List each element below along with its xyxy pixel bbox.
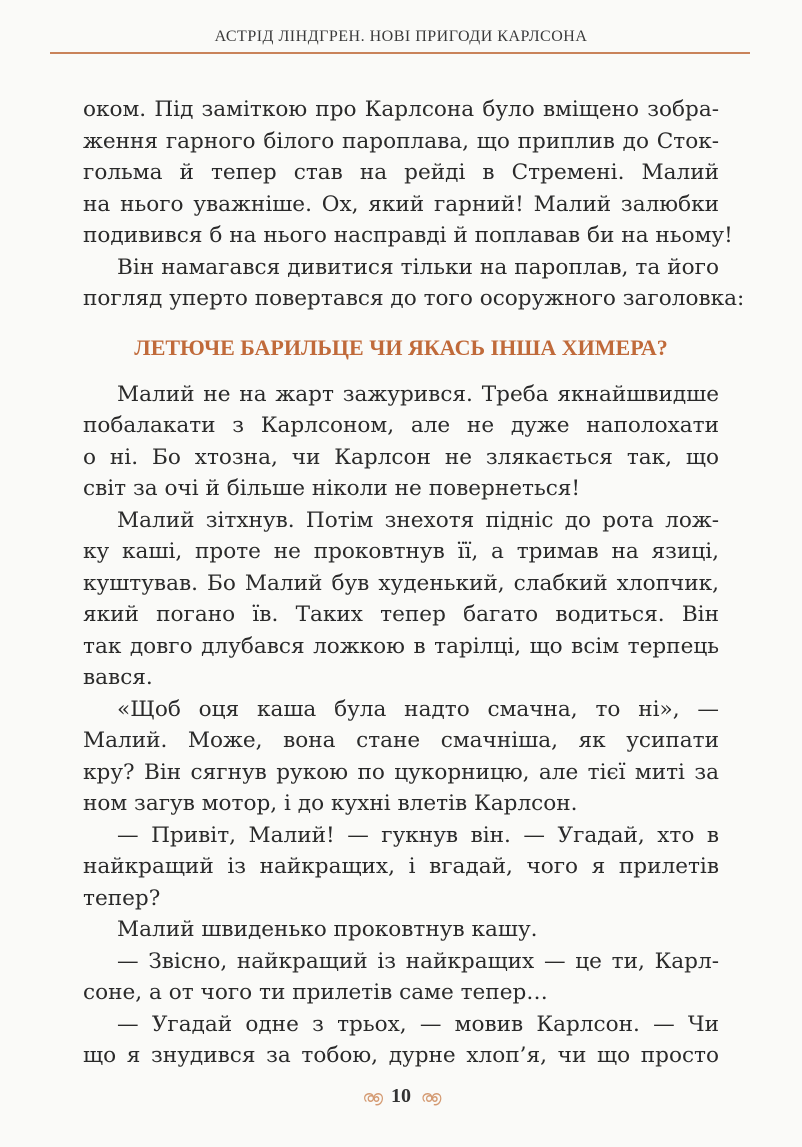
- text-line: так довго длубався ложкою в тарілці, що всім терпець: [83, 633, 719, 659]
- text-line: погляд уперто повертався до того осоружного заголовка:: [83, 286, 745, 311]
- ornament-left-icon: ര൭: [362, 1086, 381, 1106]
- text-line: куштував. Бо Малий був худенький, слабкий хлопчик,: [83, 570, 719, 596]
- folio: [0, 1085, 802, 1108]
- section-heading: ЛЕТЮЧЕ БАРИЛЬЦЕ ЧИ ЯКАСЬ ІНША ХИМЕРА?: [134, 334, 668, 360]
- text-line: тепер?: [83, 885, 161, 911]
- text-line: найкращий із найкращих, і вгадай, чого я прилетів: [83, 854, 719, 879]
- body-text: [83, 94, 745, 1072]
- text-line: Малий зітхнув. Потім знехотя підніс до рота лож-: [117, 507, 719, 533]
- text-line: кру? Він сягнув рукою по цукорницю, але тієї миті за: [83, 759, 719, 785]
- text-line: Він намагався дивитися тільки на пароплав, та його: [117, 254, 719, 280]
- text-line: соне, а от чого ти прилетів саме тепер…: [83, 980, 548, 1005]
- text-line: оком. Під заміткою про Карлсона було вміщено зобра-: [83, 97, 719, 122]
- text-line: гольма й тепер став на рейді в Стремені. Малий: [83, 160, 719, 185]
- text-line: світ за очі й більше ніколи не повернеться!: [83, 476, 581, 501]
- running-head: АСТРІД ЛІНДГРЕН. НОВІ ПРИГОДИ КАРЛСОНА: [214, 28, 588, 45]
- text-line: ження гарного білого пароплава, що приплив до Сток-: [83, 128, 719, 154]
- text-line: подивився б на нього насправді й поплавав би на ньому!: [83, 223, 733, 248]
- text-line: ку каші, проте не проковтнув її, а тримав на язиці,: [83, 539, 719, 564]
- ornament-right-icon: ര൭: [421, 1086, 440, 1106]
- page-number: 10: [391, 1085, 411, 1107]
- text-line: — Привіт, Малий! — гукнув він. — Угадай, хто в: [117, 822, 719, 848]
- text-line: побалакати з Карлсоном, але не дуже наполохати: [83, 413, 719, 438]
- text-line: Малий швиденько проковтнув кашу.: [117, 917, 538, 942]
- text-line: — Угадай одне з трьох, — мовив Карлсон. — Чи: [117, 1011, 719, 1037]
- text-line: ном загув мотор, і до кухні влетів Карлсон.: [83, 791, 578, 816]
- text-line: на нього уважніше. Ох, який гарний! Малий залюбки: [83, 191, 719, 217]
- text-line: «Щоб оця каша була надто смачна, то ні», —: [117, 696, 719, 722]
- text-line: який погано їв. Таких тепер багато водиться. Він: [83, 602, 719, 627]
- header-rule: [50, 52, 750, 54]
- text-line: — Звісно, найкращий із найкращих — це ти, Карл-: [117, 948, 719, 974]
- text-line: що я знудився за тобою, дурне хлоп’я, чи що просто: [83, 1043, 719, 1068]
- text-line: Малий. Може, вона стане смачніша, як усипати: [83, 728, 719, 753]
- text-line: Малий не на жарт зажурився. Треба якнайшвидше: [117, 381, 719, 407]
- text-line: вався.: [83, 665, 153, 690]
- text-line: о ні. Бо хтозна, чи Карлсон не злякається так, що: [83, 444, 719, 470]
